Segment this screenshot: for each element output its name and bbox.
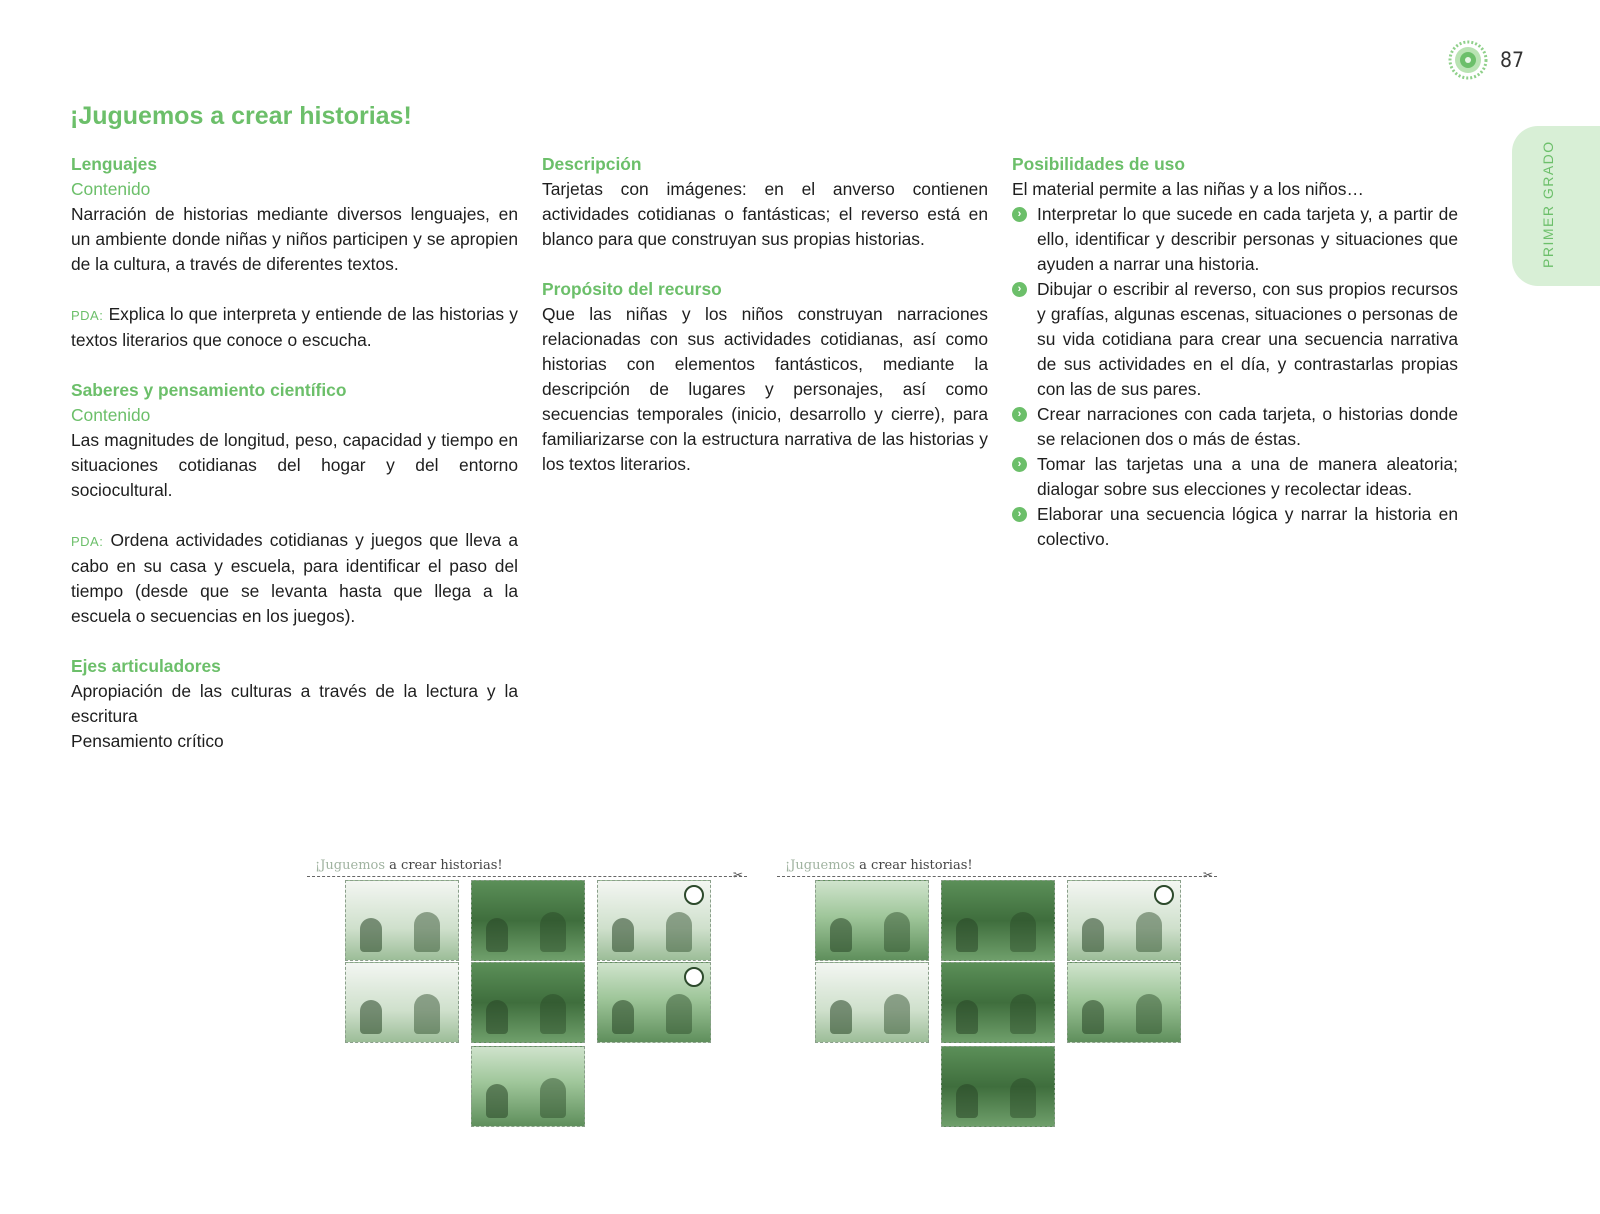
clock-icon [684,885,704,905]
lenguajes-heading: Lenguajes [71,154,158,174]
story-card-image [941,962,1055,1043]
saberes-pda-text: Ordena actividades cotidianas y juegos que lleva a cabo en su casa y escuela, para identificar el paso del tiempo (desde que se levanta hasta que llega a la escuela o secuencias en los juegos). [71,530,518,626]
card-sheet-front [307,858,757,1130]
story-card-image [345,880,459,961]
story-card-image [471,1046,585,1127]
story-card-image [815,962,929,1043]
list-item [1012,402,1458,452]
scissors-icon: ✂ [1203,868,1214,882]
descripcion-text: Tarjetas con imágenes: en el anverso contienen actividades cotidianas o fantásticas; el reverso está en blanco para que construyan sus propias historias. [542,179,988,249]
column-lenguajes [71,152,518,754]
posibilidades-heading: Posibilidades de uso [1012,154,1185,174]
ejes-line-1: Apropiación de las culturas a través de la lectura y la escritura [71,681,518,726]
card-sheet-title [315,858,503,873]
column-descripcion [542,152,988,477]
list-item [1012,202,1458,277]
scissors-icon: ✂ [733,868,744,882]
pda-label: PDA: [71,534,104,549]
list-item-text: Dibujar o escribir al reverso, con sus propios recursos y grafías, algunas escenas, situaciones o personas de su vida cotidiana para crear una secuencia narrativa de sus actividades en el día, y contrastarlas propias con las de sus pares. [1037,279,1458,399]
saberes-contenido-text: Las magnitudes de longitud, peso, capacidad y tiempo en situaciones cotidianas del hogar y del entorno sociocultural. [71,430,518,500]
proposito-text: Que las niñas y los niños construyan narraciones relacionadas con sus actividades cotidianas, así como historias con elementos fantásticos, mediante la descripción de lugares y personajes, así como secuencias temporales (inicio, desarrollo y cierre), para familiarizarse con la estructura narrativa de las historias y los textos literarios. [542,304,988,474]
sun-emblem-icon [1448,40,1488,80]
page-number-block [1448,40,1524,80]
saberes-contenido-label: Contenido [71,405,151,425]
list-item-text: Elaborar una secuencia lógica y narrar la historia en colectivo. [1037,504,1458,549]
cut-line [307,876,747,877]
list-item-text: Crear narraciones con cada tarjeta, o historias donde se relacionen dos o más de éstas. [1037,404,1458,449]
posibilidades-intro: El material permite a las niñas y a los niños… [1012,179,1364,199]
story-card-image [597,962,711,1043]
ejes-line-2: Pensamiento crítico [71,731,224,751]
ejes-heading: Ejes articuladores [71,656,221,676]
cut-line [777,876,1217,877]
lenguajes-pda-text: Explica lo que interpreta y entiende de las historias y textos literarios que conoce o escucha. [71,304,518,350]
story-card-image [941,880,1055,961]
story-card-image [1067,962,1181,1043]
pda-label: PDA: [71,308,104,323]
chevron-right-icon: › [1012,207,1027,222]
card-sheet-title [785,858,973,873]
chevron-right-icon: › [1012,282,1027,297]
story-card-image [815,880,929,961]
chevron-right-icon: › [1012,407,1027,422]
grade-side-tab-label: PRIMER GRADO [1540,140,1556,268]
posibilidades-list [1012,202,1458,552]
clock-icon [1154,885,1174,905]
list-item-text: Tomar las tarjetas una a una de manera aleatoria; dialogar sobre sus elecciones y recolectar ideas. [1037,454,1458,499]
proposito-heading: Propósito del recurso [542,279,722,299]
story-card-image [1067,880,1181,961]
lenguajes-contenido-text: Narración de historias mediante diversos lenguajes, en un ambiente donde niñas y niños participen y se apropien de la cultura, a través de diferentes textos. [71,204,518,274]
grade-side-tab [1512,126,1600,286]
card-sheet-title-faded: ¡Juguemos [785,858,856,873]
descripcion-heading: Descripción [542,154,642,174]
list-item [1012,452,1458,502]
list-item-text: Interpretar lo que sucede en cada tarjeta y, a partir de ello, identificar y describir personas y situaciones que ayuden a narrar una historia. [1037,204,1458,274]
story-card-image [345,962,459,1043]
saberes-heading: Saberes y pensamiento científico [71,380,347,400]
story-card-image [941,1046,1055,1127]
card-sheet-back [777,858,1227,1130]
chevron-right-icon: › [1012,457,1027,472]
story-card-image [597,880,711,961]
chevron-right-icon: › [1012,507,1027,522]
card-sheet-title-rest: a crear historias! [385,858,503,873]
lenguajes-pda [71,302,518,353]
story-card-image [471,880,585,961]
clock-icon [684,967,704,987]
saberes-pda [71,528,518,629]
list-item [1012,277,1458,402]
page-title: ¡Juguemos a crear historias! [70,102,412,130]
lenguajes-contenido-label: Contenido [71,179,151,199]
card-sheet-title-faded: ¡Juguemos [315,858,386,873]
page-number: 87 [1500,48,1525,72]
column-posibilidades [1012,152,1458,552]
list-item [1012,502,1458,552]
card-sheet-title-rest: a crear historias! [855,858,973,873]
story-card-image [471,962,585,1043]
